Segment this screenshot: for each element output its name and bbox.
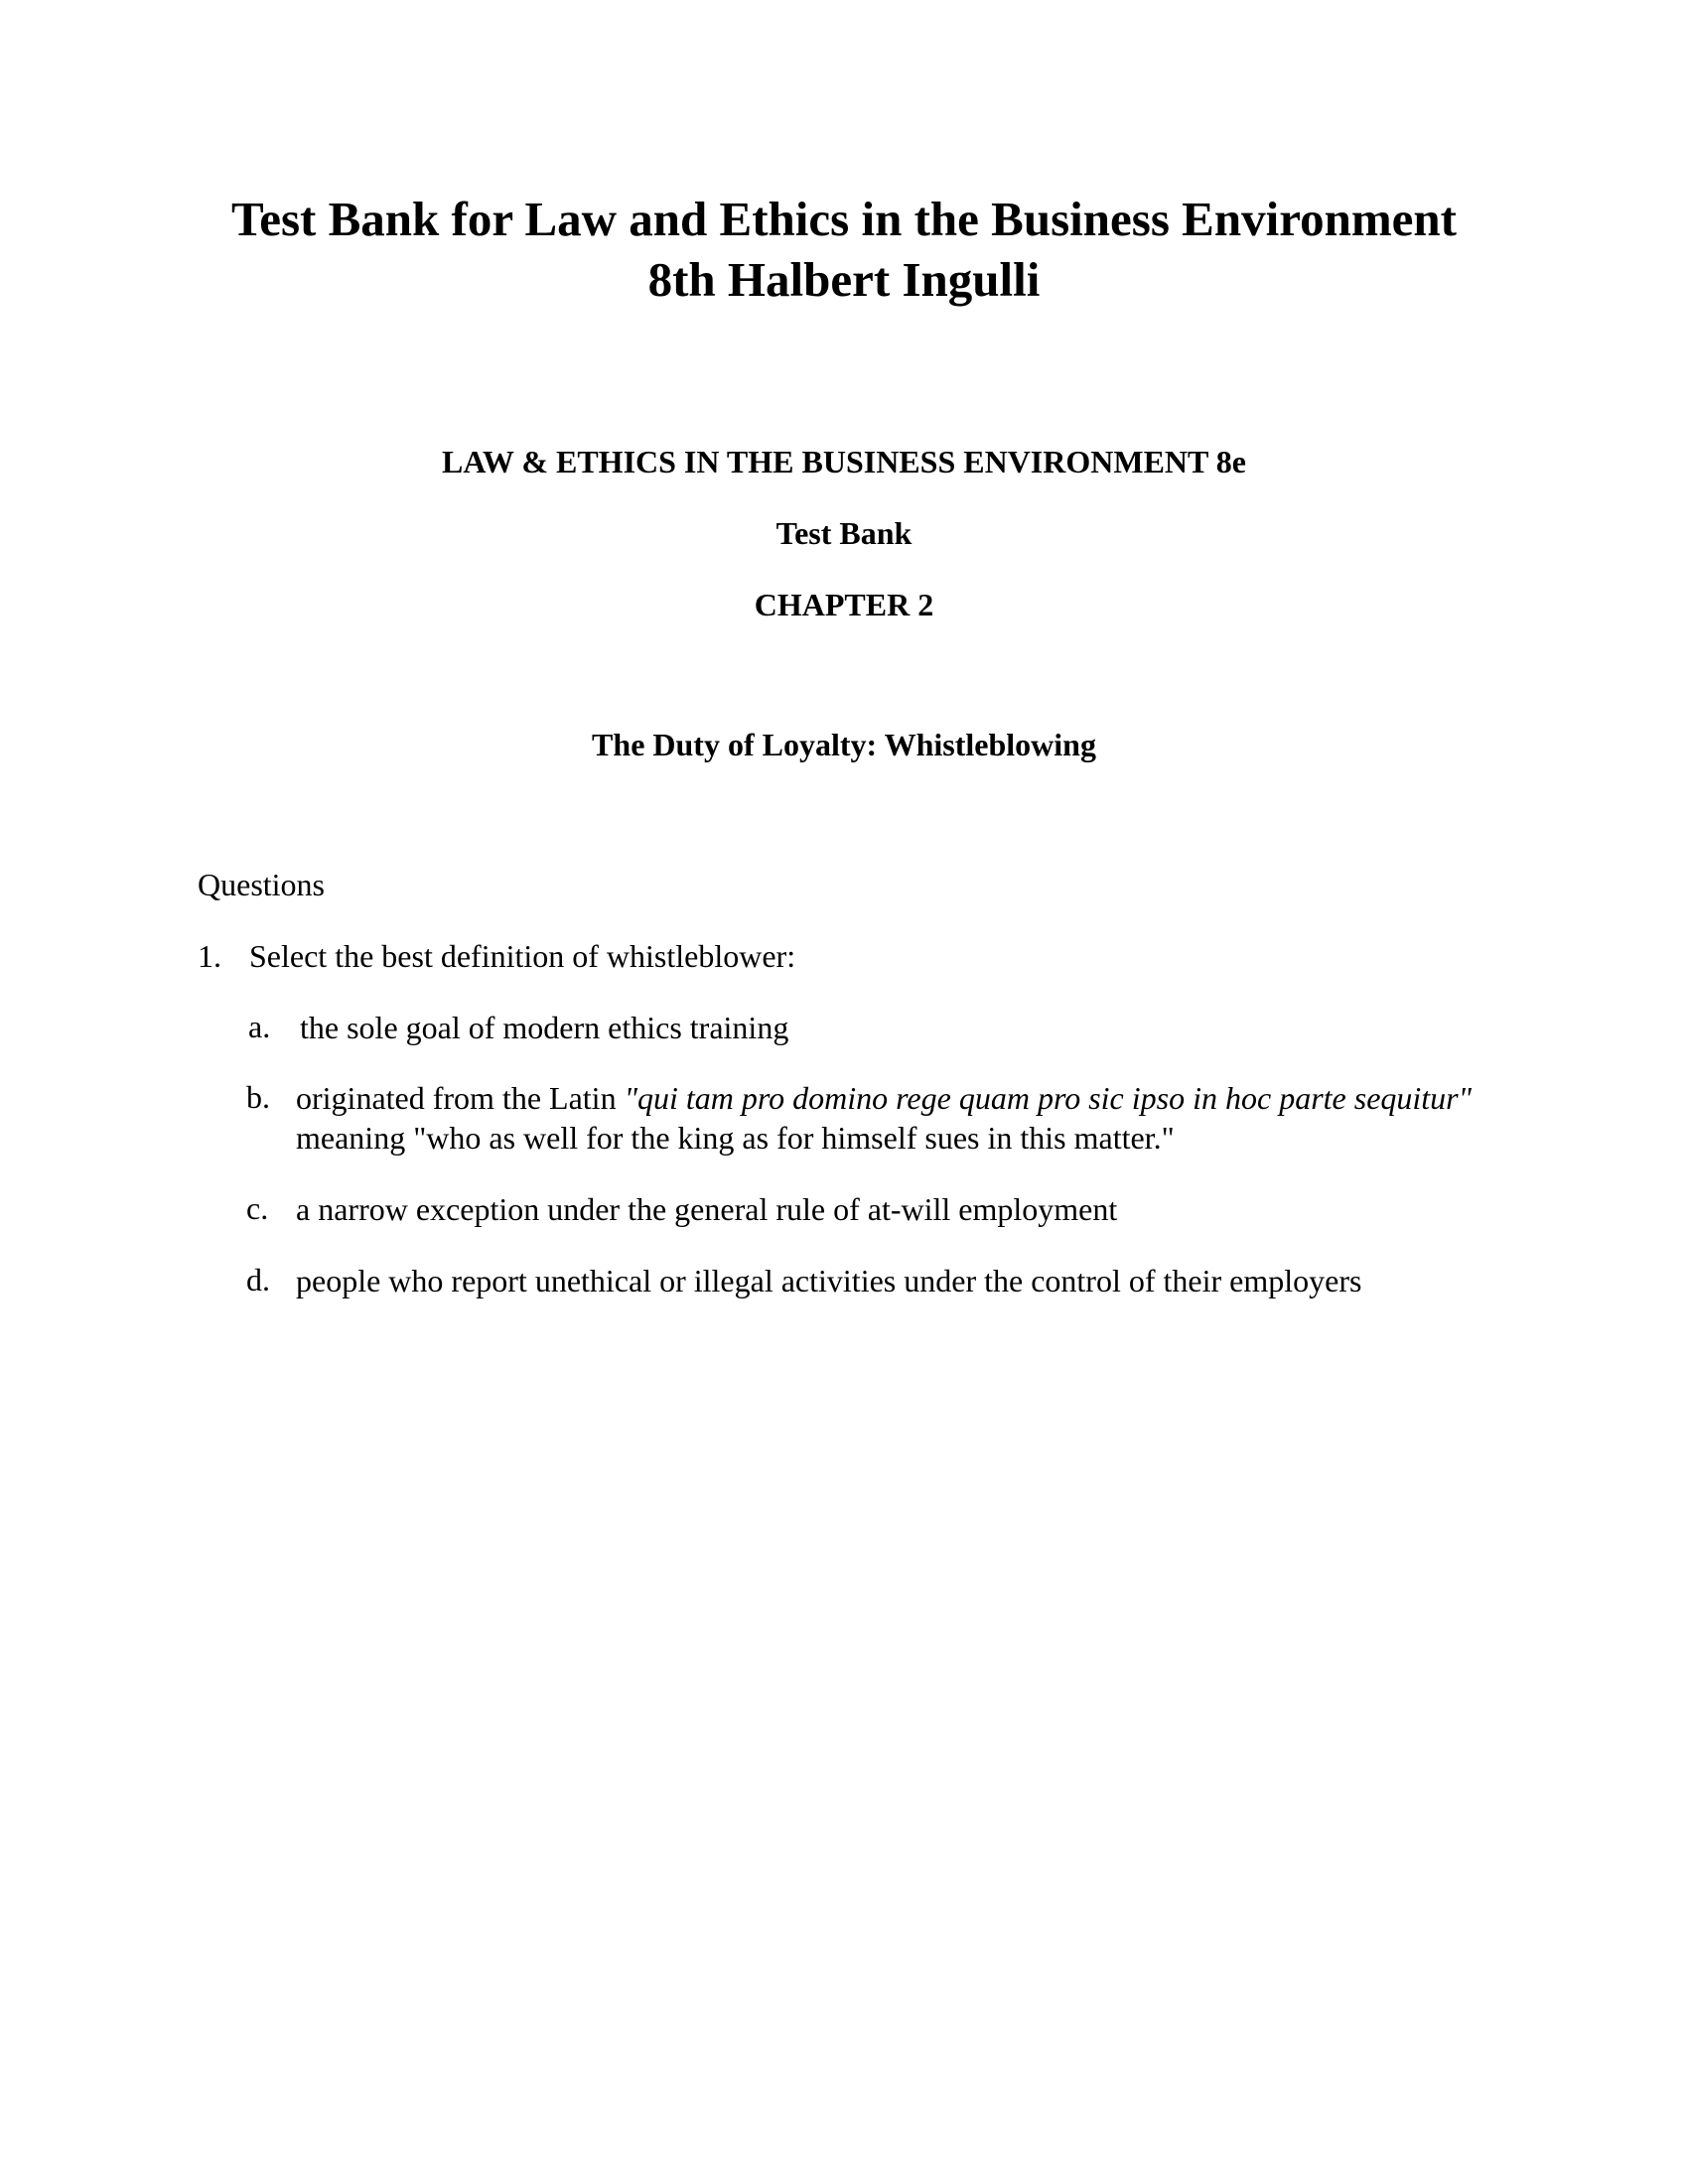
option-a-letter: a. xyxy=(248,1009,271,1044)
option-c-letter: c. xyxy=(246,1190,269,1226)
option-c-text: a narrow exception under the general rule of at-will employment xyxy=(296,1191,1118,1227)
chapter-heading: CHAPTER 2 xyxy=(754,587,934,622)
question-text: Select the best definition of whistleblower: xyxy=(249,938,796,974)
option-b-text xyxy=(296,1078,1487,1158)
option-b-letter: b. xyxy=(246,1079,270,1115)
title-line-2: 8th Halbert Ingulli xyxy=(647,252,1041,307)
option-d-letter: d. xyxy=(246,1262,270,1297)
option-a-text: the sole goal of modern ethics training xyxy=(300,1010,789,1045)
option-b-text-after: meaning "who as well for the king as for himself sues in this matter." xyxy=(296,1120,1175,1156)
option-b-text-before: originated from the Latin xyxy=(296,1080,625,1116)
option-d-text: people who report unethical or illegal activities under the control of their employers xyxy=(296,1263,1362,1298)
title-line-1: Test Bank for Law and Ethics in the Business Environment xyxy=(231,192,1457,246)
question-number: 1. xyxy=(198,938,221,974)
option-b-latin-phrase: "qui tam pro domino rege quam pro sic ipso in hoc parte sequitur" xyxy=(624,1080,1473,1116)
test-bank-heading: Test Bank xyxy=(775,515,913,551)
questions-section-label: Questions xyxy=(198,867,325,902)
document-title xyxy=(149,189,1539,310)
topic-heading: The Duty of Loyalty: Whistleblowing xyxy=(592,727,1096,762)
book-heading: LAW & ETHICS IN THE BUSINESS ENVIRONMENT 8e xyxy=(442,444,1246,479)
